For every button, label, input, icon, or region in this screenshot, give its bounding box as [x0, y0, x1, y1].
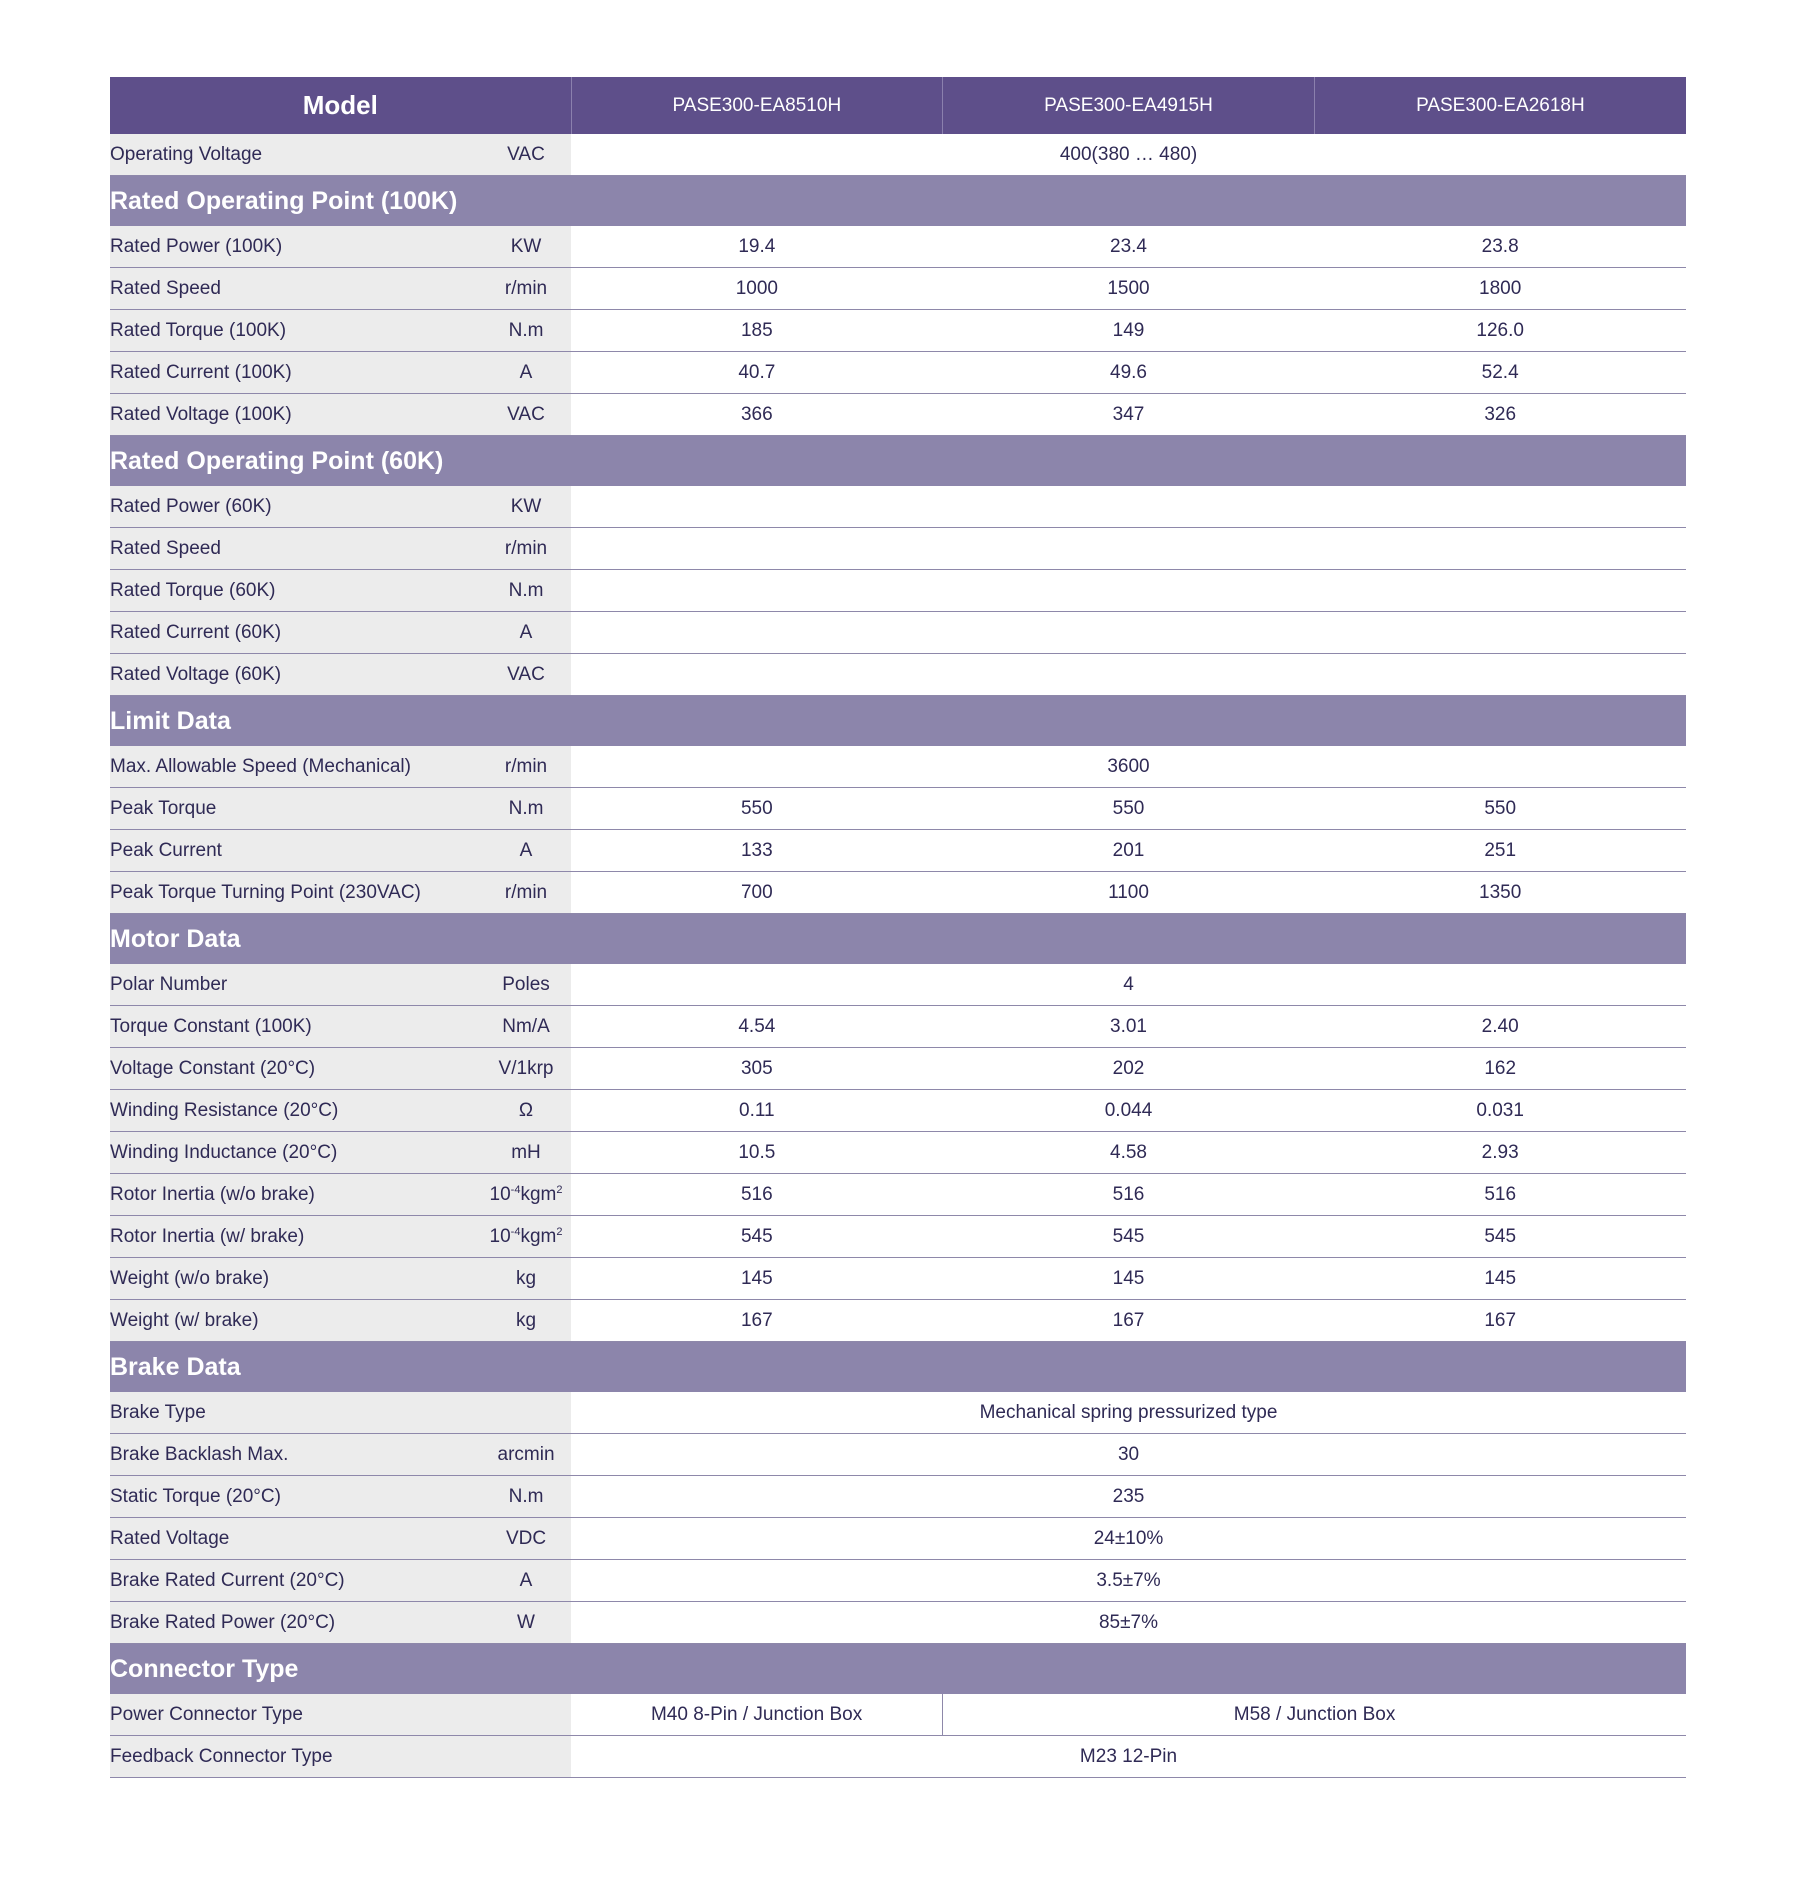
row-value: 1500: [943, 268, 1315, 310]
row-value: M23 12-Pin: [571, 1736, 1686, 1778]
row-unit: N.m: [481, 570, 571, 612]
row-unit: A: [481, 352, 571, 394]
row-label: Static Torque (20°C): [110, 1476, 481, 1518]
row-unit: VAC: [481, 394, 571, 436]
row-unit: A: [481, 830, 571, 872]
table-row: [110, 570, 1686, 612]
row-value: 400(380 … 480): [571, 134, 1686, 176]
row-value: 3.01: [943, 1006, 1315, 1048]
row-label: Feedback Connector Type: [110, 1736, 571, 1778]
row-unit: VAC: [481, 134, 571, 176]
row-label: Brake Rated Power (20°C): [110, 1602, 481, 1644]
row-value: 545: [943, 1216, 1315, 1258]
row-value: 30: [571, 1434, 1686, 1476]
spec-table: [110, 77, 1686, 1778]
row-value: 550: [571, 788, 943, 830]
row-unit: Nm/A: [481, 1006, 571, 1048]
row-unit: A: [481, 1560, 571, 1602]
row-unit: W: [481, 1602, 571, 1644]
row-value: 235: [571, 1476, 1686, 1518]
row-label: Voltage Constant (20°C): [110, 1048, 481, 1090]
row-value: 1800: [1314, 268, 1686, 310]
table-row: [110, 1258, 1686, 1300]
row-label: Winding Resistance (20°C): [110, 1090, 481, 1132]
row-unit: arcmin: [481, 1434, 571, 1476]
row-unit: VDC: [481, 1518, 571, 1560]
section-title: Connector Type: [110, 1644, 1686, 1695]
row-label: Brake Type: [110, 1392, 481, 1434]
row-label: Rated Current (100K): [110, 352, 481, 394]
row-value: 326: [1314, 394, 1686, 436]
table-row: [110, 1132, 1686, 1174]
table-row: [110, 352, 1686, 394]
row-unit: Ω: [481, 1090, 571, 1132]
row-value: 145: [943, 1258, 1315, 1300]
unit-exponent-2: 2: [556, 1225, 563, 1238]
row-value: 516: [943, 1174, 1315, 1216]
row-value: 23.8: [1314, 226, 1686, 268]
section-header: [110, 914, 1686, 965]
row-label: Rated Current (60K): [110, 612, 481, 654]
table-row: [110, 268, 1686, 310]
row-unit: kg: [481, 1300, 571, 1342]
table-row: [110, 394, 1686, 436]
row-value: 516: [571, 1174, 943, 1216]
row-label: Weight (w/o brake): [110, 1258, 481, 1300]
table-row: [110, 1216, 1686, 1258]
table-row: [110, 1392, 1686, 1434]
unit-base: 10: [489, 1183, 511, 1205]
row-value: 0.031: [1314, 1090, 1686, 1132]
row-value: 145: [1314, 1258, 1686, 1300]
table-row: [110, 830, 1686, 872]
unit-exponent: -4: [510, 1183, 521, 1196]
row-value: 167: [943, 1300, 1315, 1342]
section-title: Brake Data: [110, 1342, 1686, 1393]
row-value: 4.58: [943, 1132, 1315, 1174]
row-value: 0.044: [943, 1090, 1315, 1132]
row-unit: r/min: [481, 746, 571, 788]
table-row: [110, 654, 1686, 696]
row-label: Max. Allowable Speed (Mechanical): [110, 746, 481, 788]
row-value: 4: [571, 964, 1686, 1006]
row-value: 19.4: [571, 226, 943, 268]
unit-mid: kgm: [520, 1183, 557, 1205]
row-value: 2.93: [1314, 1132, 1686, 1174]
row-label: Rotor Inertia (w/o brake): [110, 1174, 481, 1216]
row-value: 550: [1314, 788, 1686, 830]
row-unit: KW: [481, 226, 571, 268]
row-value: 145: [571, 1258, 943, 1300]
row-value: 0.11: [571, 1090, 943, 1132]
row-unit: [481, 1216, 571, 1258]
section-title: Motor Data: [110, 914, 1686, 965]
row-unit: [481, 1174, 571, 1216]
row-label: Rated Voltage (60K): [110, 654, 481, 696]
table-row: [110, 1736, 1686, 1778]
row-value: 366: [571, 394, 943, 436]
table-row: [110, 1300, 1686, 1342]
row-label: Brake Rated Current (20°C): [110, 1560, 481, 1602]
table-row: [110, 1602, 1686, 1644]
row-unit: mH: [481, 1132, 571, 1174]
row-value: 251: [1314, 830, 1686, 872]
unit-exponent: -4: [510, 1225, 521, 1238]
row-value: 201: [943, 830, 1315, 872]
row-value: 3600: [571, 746, 1686, 788]
row-value: 162: [1314, 1048, 1686, 1090]
row-unit: N.m: [481, 1476, 571, 1518]
section-title: Limit Data: [110, 696, 1686, 747]
row-value: 185: [571, 310, 943, 352]
row-value: 167: [571, 1300, 943, 1342]
table-row: [110, 612, 1686, 654]
row-unit: r/min: [481, 872, 571, 914]
row-label: Rated Speed: [110, 268, 481, 310]
row-label: Rotor Inertia (w/ brake): [110, 1216, 481, 1258]
row-label: Torque Constant (100K): [110, 1006, 481, 1048]
table-row: [110, 1518, 1686, 1560]
table-row: [110, 486, 1686, 528]
unit-base: 10: [489, 1225, 511, 1247]
row-unit: V/1krp: [481, 1048, 571, 1090]
row-value: 149: [943, 310, 1315, 352]
row-value: 126.0: [1314, 310, 1686, 352]
table-row: [110, 226, 1686, 268]
table-row: [110, 746, 1686, 788]
row-label: Power Connector Type: [110, 1694, 571, 1736]
row-value-empty: [571, 528, 1686, 570]
row-value: 24±10%: [571, 1518, 1686, 1560]
section-header: [110, 176, 1686, 227]
table-row: [110, 528, 1686, 570]
row-unit: r/min: [481, 528, 571, 570]
row-label: Polar Number: [110, 964, 481, 1006]
row-label: Peak Torque: [110, 788, 481, 830]
unit-exponent-2: 2: [556, 1183, 563, 1196]
row-value: 305: [571, 1048, 943, 1090]
row-value: 545: [571, 1216, 943, 1258]
row-unit: A: [481, 612, 571, 654]
row-value-empty: [571, 486, 1686, 528]
section-title: Rated Operating Point (60K): [110, 436, 1686, 487]
section-header: [110, 696, 1686, 747]
row-label: Operating Voltage: [110, 134, 481, 176]
row-value: 516: [1314, 1174, 1686, 1216]
row-label: Winding Inductance (20°C): [110, 1132, 481, 1174]
header-row: [110, 77, 1686, 134]
table-row: [110, 1476, 1686, 1518]
row-unit: r/min: [481, 268, 571, 310]
table-row: [110, 1090, 1686, 1132]
row-label: Weight (w/ brake): [110, 1300, 481, 1342]
row-value: 133: [571, 830, 943, 872]
row-label: Brake Backlash Max.: [110, 1434, 481, 1476]
row-value: 40.7: [571, 352, 943, 394]
section-header: [110, 1644, 1686, 1695]
section-title: Rated Operating Point (100K): [110, 176, 1686, 227]
row-value: 700: [571, 872, 943, 914]
table-row: [110, 1560, 1686, 1602]
row-unit: [481, 1392, 571, 1434]
row-unit: KW: [481, 486, 571, 528]
row-label: Rated Voltage: [110, 1518, 481, 1560]
table-row: [110, 1694, 1686, 1736]
row-label: Peak Current: [110, 830, 481, 872]
row-value-empty: [571, 612, 1686, 654]
table-row: [110, 1174, 1686, 1216]
table-row: [110, 964, 1686, 1006]
row-unit: N.m: [481, 788, 571, 830]
row-value: 23.4: [943, 226, 1315, 268]
row-value: M58 / Junction Box: [943, 1694, 1686, 1736]
row-value: 10.5: [571, 1132, 943, 1174]
model-name-1: PASE300-EA8510H: [571, 77, 943, 134]
row-value: 85±7%: [571, 1602, 1686, 1644]
table-row: [110, 134, 1686, 176]
row-label: Rated Power (100K): [110, 226, 481, 268]
row-value: 52.4: [1314, 352, 1686, 394]
table-row: [110, 1048, 1686, 1090]
row-value-empty: [571, 570, 1686, 612]
row-unit: VAC: [481, 654, 571, 696]
row-value: 545: [1314, 1216, 1686, 1258]
model-name-2: PASE300-EA4915H: [943, 77, 1315, 134]
table-row: [110, 1434, 1686, 1476]
unit-mid: kgm: [520, 1225, 557, 1247]
row-label: Rated Torque (100K): [110, 310, 481, 352]
row-value: 1350: [1314, 872, 1686, 914]
row-value: Mechanical spring pressurized type: [571, 1392, 1686, 1434]
row-value: M40 8-Pin / Junction Box: [571, 1694, 943, 1736]
section-header: [110, 1342, 1686, 1393]
row-label: Peak Torque Turning Point (230VAC): [110, 872, 481, 914]
row-label: Rated Speed: [110, 528, 481, 570]
row-value: 2.40: [1314, 1006, 1686, 1048]
row-label: Rated Voltage (100K): [110, 394, 481, 436]
row-value: 202: [943, 1048, 1315, 1090]
row-unit: kg: [481, 1258, 571, 1300]
section-header: [110, 436, 1686, 487]
row-value: 550: [943, 788, 1315, 830]
row-label: Rated Power (60K): [110, 486, 481, 528]
row-value: 1000: [571, 268, 943, 310]
row-unit: N.m: [481, 310, 571, 352]
row-value: 4.54: [571, 1006, 943, 1048]
row-value: 1100: [943, 872, 1315, 914]
table-row: [110, 310, 1686, 352]
model-name-3: PASE300-EA2618H: [1314, 77, 1686, 134]
row-value: 167: [1314, 1300, 1686, 1342]
row-value: 347: [943, 394, 1315, 436]
row-unit: Poles: [481, 964, 571, 1006]
row-value-empty: [571, 654, 1686, 696]
table-row: [110, 872, 1686, 914]
table-row: [110, 788, 1686, 830]
model-header: Model: [110, 77, 571, 134]
row-label: Rated Torque (60K): [110, 570, 481, 612]
row-value: 49.6: [943, 352, 1315, 394]
row-value: 3.5±7%: [571, 1560, 1686, 1602]
table-row: [110, 1006, 1686, 1048]
